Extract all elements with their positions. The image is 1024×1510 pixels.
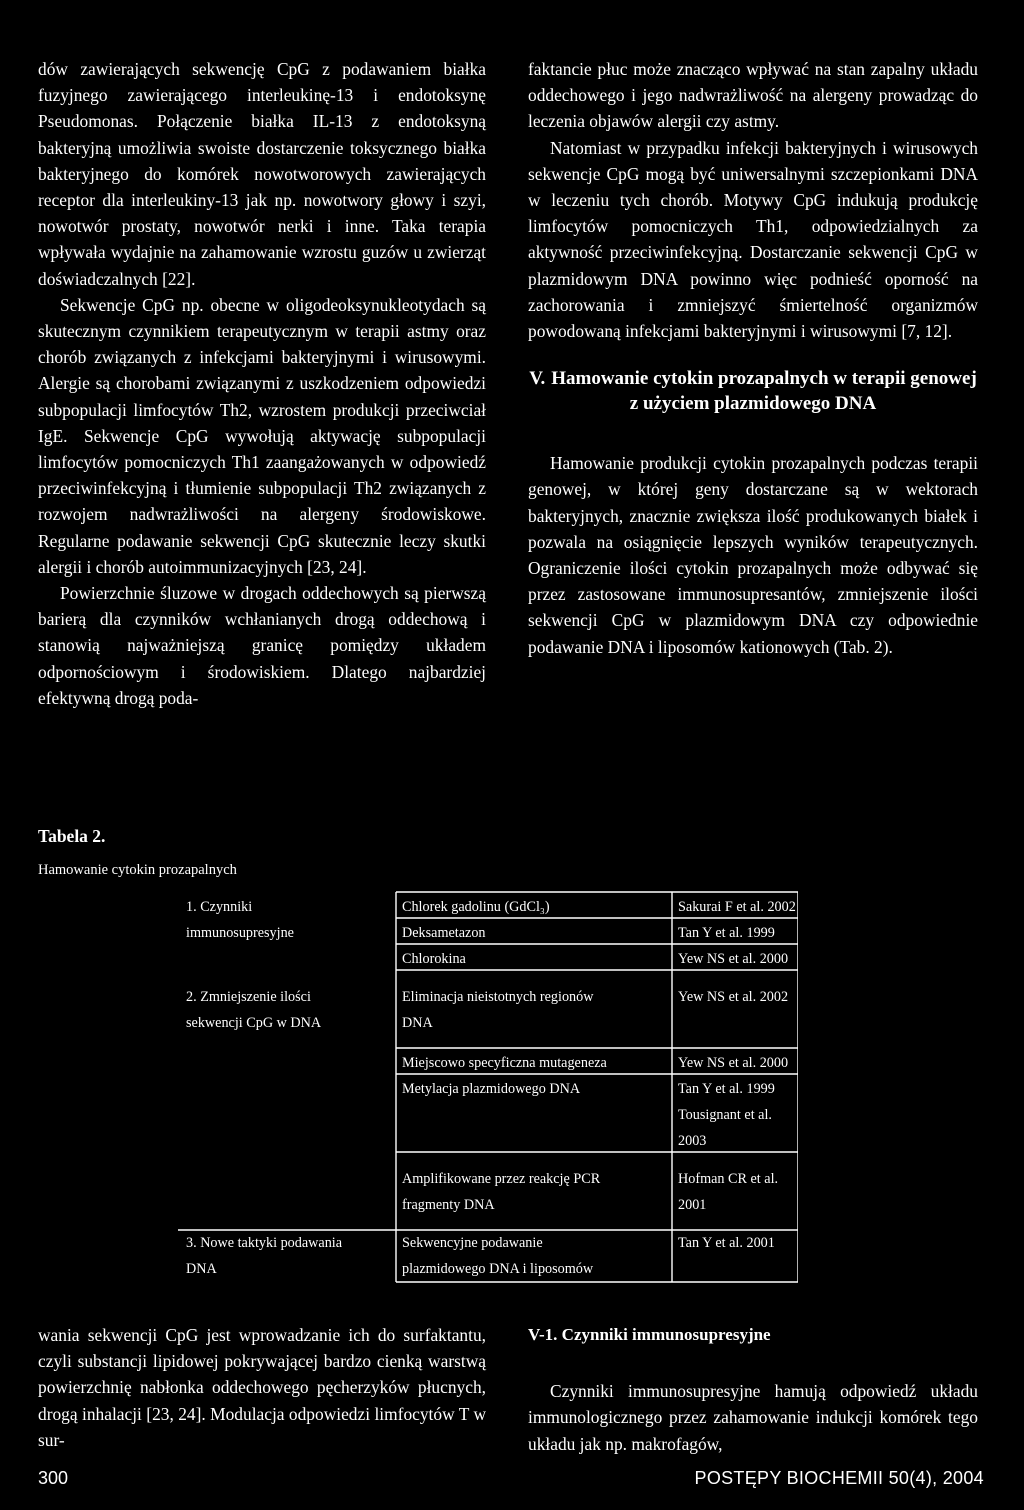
table-cell-method: Amplifikowane przez reakcję PCR fragmenty DNA [402, 1171, 601, 1213]
paragraph: Hamowanie produkcji cytokin prozapalnych podczas terapii genowej, w której geny dostarczane są w wektorach bakteryjnych, znacznie zwiększa ilość produkowanych białek i pozwala na osiągnięcie lepszych wyników terapeutycznych. Ograniczenie ilości cytokin prozapalnych może odbywać się przez zastosowane immunosupresantów, zmniejszenie ilości sekwencji CpG w plazmidowym DNA czy odpowiednie podawanie DNA i liposomów kationowych (Tab. 2). [528, 453, 978, 657]
subsection-heading: V-1. Czynniki immunosupresyjne [528, 1325, 771, 1344]
paragraph: Czynniki immunosupresyjne hamują odpowiedź układu immunologicznego przez zahamowanie indukcji komórek tego układu jak np. makrofagów, [528, 1381, 978, 1454]
table-caption: Hamowanie cytokin prozapalnych [38, 862, 237, 878]
bottom-left-column [38, 1322, 486, 1453]
table-cell-ref: Yew NS et al. 2002 [678, 989, 789, 1005]
section-title: Hamowanie cytokin prozapalnych w terapii genowej z użyciem plazmidowego DNA [551, 368, 977, 415]
table [178, 890, 798, 1290]
section-number: V. [529, 368, 546, 390]
table-cell-ref: Hofman CR et al. 2001 [678, 1171, 779, 1213]
table-cell-ref: Tan Y et al. 1999 Tousignant et al. 2003 [678, 1081, 775, 1149]
table-cell-method: Metylacja plazmidowego DNA [402, 1081, 581, 1097]
journal-footer: POSTĘPY BIOCHEMII 50(4), 2004 [694, 1468, 984, 1488]
table-cell-ref: Yew NS et al. 2000 [678, 951, 789, 967]
paragraph: faktancie płuc może znacząco wpływać na stan zapalny układu oddechowego i jego nadwrażliwość na alergeny prowadząc do leczenia objawów alergii czy astmy. [528, 59, 978, 132]
table-cell-method: Chlorek gadolinu (GdCl₃) [402, 899, 550, 915]
page-number: 300 [38, 1468, 69, 1488]
paragraph: dów zawierających sekwencję CpG z podawaniem białka fuzyjnego zawierającego interleukinę-13 i endotoksynę Pseudomonas. Połączenie białka IL-13 z endotoksyną bakteryjną umożliwia swoiste dostarczenie toksycznego białka bakteryjnego do komórek nowotworowych zawierających receptor dla interleukiny-13 jak np. nowotwory głowy i szyi, nowotwór prostaty, nowotwór nerki i inne. Taka terapia wpływała wydajnie na zahamowanie wzrostu guzów u zwierząt doświadczalnych [22]. [38, 59, 486, 289]
table-cell-method: Miejscowo specyficzna mutageneza [402, 1055, 607, 1071]
paragraph: Powierzchnie śluzowe w drogach oddechowych są pierwszą barierą dla czynników wchłanianych drogą oddechową i stanowią najważniejszą granicę pomiędzy układem odpornościowym i środowiskiem. Dlatego najbardziej efektywną drogą poda- [38, 583, 486, 708]
table-label: Tabela 2. [38, 826, 106, 846]
table-cell-method: Sekwencyjne podawanie plazmidowego DNA i liposomów [402, 1235, 594, 1277]
paragraph: Natomiast w przypadku infekcji bakteryjnych i wirusowych sekwencje CpG mogą być uniwersalnymi szczepionkami DNA w leczeniu tych chorób. Motywy CpG indukują produkcję limfocytów pomocniczych Th1, odpowiedzialnych za aktywność przeciwinfekcyjną. Dostarczanie sekwencji CpG w plazmidowym DNA powinno więc podnieść oporność na zachorowania i zmniejszyć śmiertelność organizmów powodowaną infekcjami bakteryjnymi i wirusowymi [7, 12]. [528, 137, 978, 342]
table-cell-ref: Tan Y et al. 2001 [678, 1235, 775, 1251]
table-cell-ref: Sakurai F et al. 2002 [678, 899, 796, 915]
paragraph: Sekwencje CpG np. obecne w oligodeoksynukleotydach są skutecznym czynnikiem terapeutycznym w terapii astmy oraz chorób związanych z infekcjami bakteryjnymi i wirusowymi. Alergie są chorobami związanymi z uszkodzeniem odpowiedzi subpopulacji limfocytów Th2, wzrostem produkcji przeciwciał IgE. Sekwencje CpG wywołują aktywację subpopulacji limfocytów pomocniczych Th1 zaangażowanych w odpowiedź przeciwinfekcyjną i tłumienie subpopulacji Th2 związanych z rozwojem nadwrażliwości na alergeny środowiskowe. Regularne podawanie sekwencji CpG skutecznie leczy skutki alergii i chorób autoimmunizacyjnych [23, 24]. [38, 294, 486, 577]
table-cell-method: Chlorokina [402, 951, 466, 967]
table-group-label: 2. Zmniejszenie ilości sekwencji CpG w DNA [186, 989, 322, 1031]
table-cell-ref: Yew NS et al. 2000 [678, 1055, 789, 1071]
table-group-label: 1. Czynniki immunosupresyjne [186, 899, 294, 941]
paragraph: wania sekwencji CpG jest wprowadzanie ich do surfaktantu, czyli substancji lipidowej pokrywającej bardzo cienką warstwą powierzchnię nabłonka oddechowego pęcherzyków płucnych, drogą inhalacji [23, 24]. Modulacja odpowiedzi limfocytów T w sur- [38, 1325, 486, 1450]
table-cell-ref: Tan Y et al. 1999 [678, 925, 775, 941]
left-column [38, 56, 486, 711]
table-group-label: 3. Nowe taktyki podawania DNA [186, 1235, 343, 1277]
bottom-right-column [528, 1322, 978, 1457]
right-column [528, 56, 978, 660]
table-cell-method: Eliminacja nieistotnych regionów DNA [402, 989, 594, 1031]
section-heading [528, 366, 978, 416]
table-cell-method: Deksametazon [402, 925, 486, 941]
